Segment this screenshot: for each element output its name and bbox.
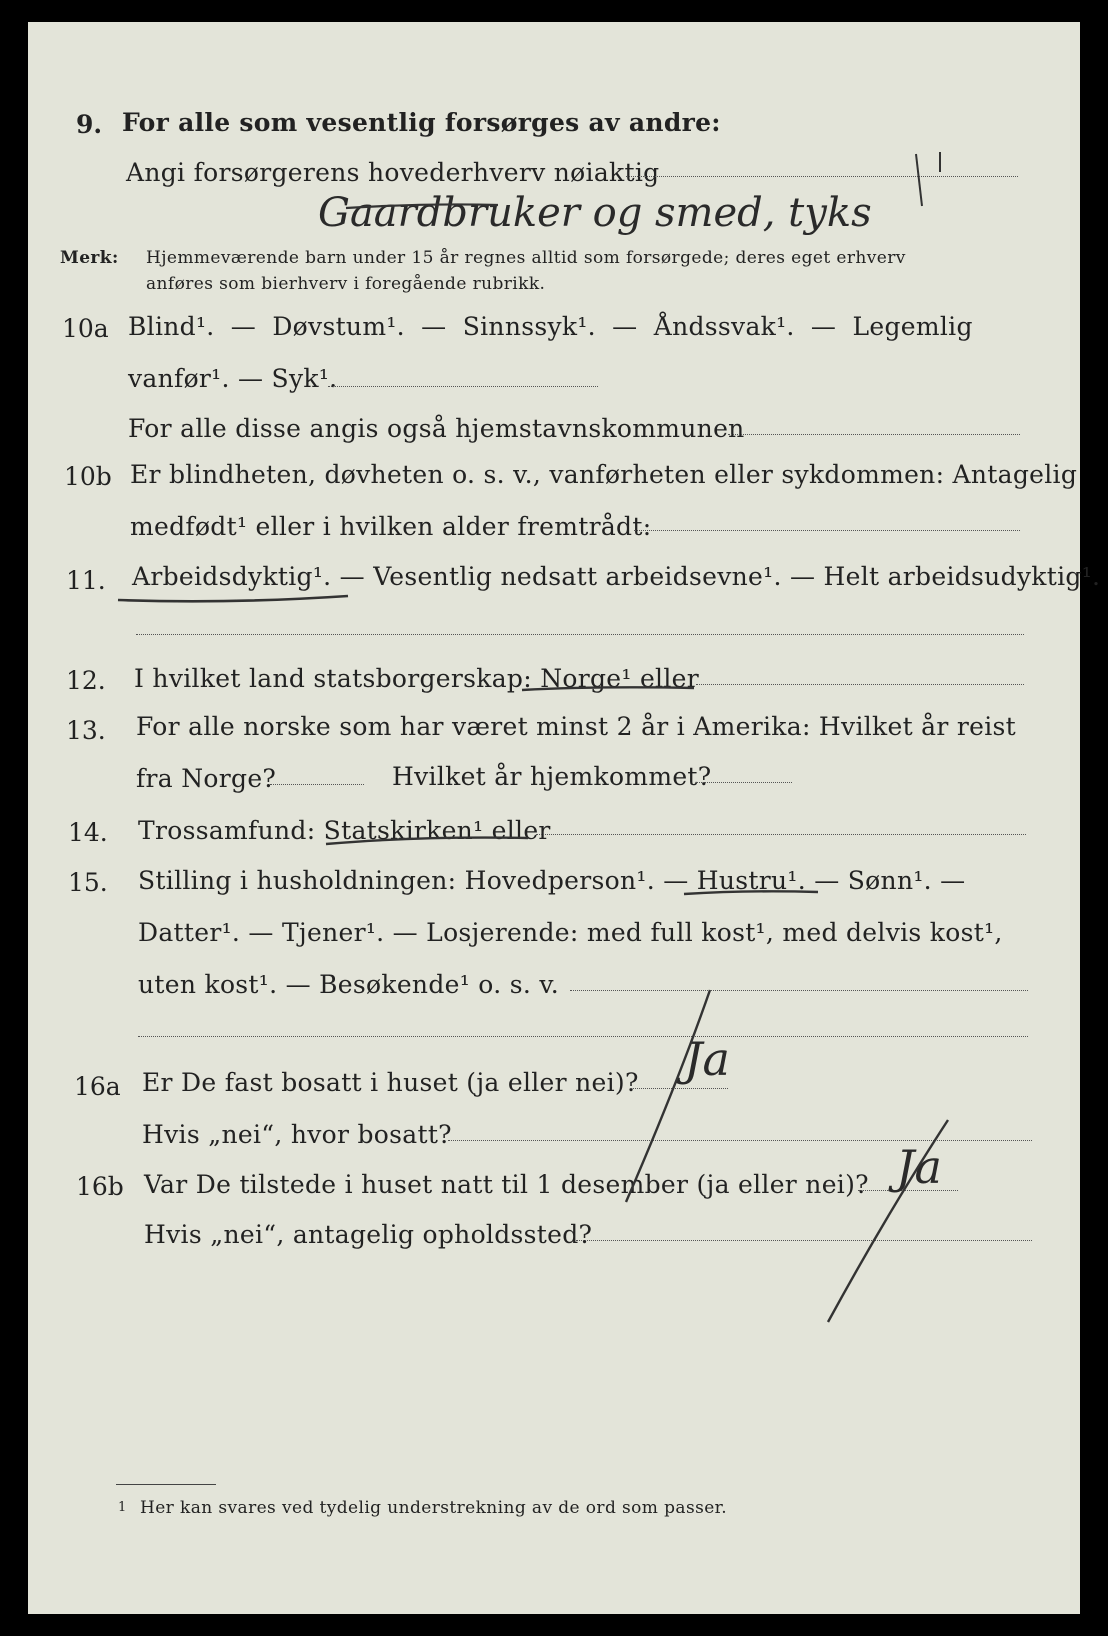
census-form-page [28, 22, 1101, 1614]
q13-line2a: fra Norge? [136, 764, 277, 793]
q15-number: 15. [68, 868, 108, 897]
q12-number: 12. [66, 666, 106, 695]
q11-line1: Arbeidsdyktig¹. — Vesentlig nedsatt arbeidsevne¹. — Helt arbeidsudyktig¹. [132, 562, 1101, 591]
q10a-number: 10a [62, 314, 109, 343]
slash-16a [626, 990, 710, 1202]
q15-line1: Stilling i husholdningen: Hovedperson¹. — Hustru¹. — Sønn¹. — [138, 866, 966, 895]
underline-hovederhverv [346, 204, 498, 208]
q10a-line1: Blind¹. — Døvstum¹. — Sinnssyk¹. — Åndssvak¹. — Legemlig [128, 312, 973, 341]
q16a-handwritten-answer: Ja [684, 1032, 730, 1086]
merk-label: Merk: [60, 248, 119, 268]
q10a-line3: For alle disse angis også hjemstavnskommunen [128, 414, 745, 443]
q9-number: 9. [76, 110, 103, 139]
q13-number: 13. [66, 716, 106, 745]
q10b-number: 10b [64, 462, 112, 491]
merk-line1: Hjemmeværende barn under 15 år regnes alltid som forsørgede; deres eget erhverv [146, 248, 906, 268]
q16a-number: 16a [74, 1072, 121, 1101]
underline-statskirken [326, 838, 528, 844]
q15-line3: uten kost¹. — Besøkende¹ o. s. v. [138, 970, 560, 999]
merk-line2: anføres som bierhverv i foregående rubrikk. [146, 274, 546, 294]
pen-strokes [28, 22, 1080, 1614]
q16b-number: 16b [76, 1172, 124, 1201]
footnote-text: Her kan svares ved tydelig understrekning av de ord som passer. [140, 1498, 728, 1518]
q15-line2: Datter¹. — Tjener¹. — Losjerende: med full kost¹, med delvis kost¹, [138, 918, 1003, 947]
q10a-line2: vanfør¹. — Syk¹. [128, 364, 338, 393]
q14-number: 14. [68, 818, 108, 847]
footnote-mark: 1 [118, 1500, 127, 1515]
q16b-handwritten-answer: Ja [896, 1140, 942, 1194]
q14-line1: Trossamfund: Statskirken¹ eller [138, 816, 551, 845]
underline-arbeidsdyktig [118, 596, 348, 601]
q9-handwritten-answer: Gaardbruker og smed, tyks [318, 190, 872, 236]
q11-number: 11. [66, 566, 106, 595]
underline-hustru [684, 891, 818, 894]
q9-title: For alle som vesentlig forsørges av andre: [122, 108, 721, 137]
q13-line2b: Hvilket år hjemkommet? [392, 762, 712, 791]
q10b-line2: medfødt¹ eller i hvilken alder fremtrådt: [130, 512, 652, 541]
q13-line1: For alle norske som har været minst 2 år i Amerika: Hvilket år reist [136, 712, 1017, 741]
q10b-line1: Er blindheten, døvheten o. s. v., vanførheten eller sykdommen: Antagelig [130, 460, 1078, 489]
q16b-line2: Hvis „nei“, antagelig opholdssted? [144, 1220, 593, 1249]
mark-9-right [916, 154, 922, 206]
q12-line1: I hvilket land statsborgerskap: Norge¹ eller [134, 664, 699, 693]
q16a-line1: Er De fast bosatt i huset (ja eller nei)? [142, 1068, 639, 1097]
underline-norge [522, 687, 694, 690]
q16a-line2: Hvis „nei“, hvor bosatt? [142, 1120, 452, 1149]
q16b-line1: Var De tilstede i huset natt til 1 desember (ja eller nei)? [144, 1170, 869, 1199]
slash-16b [828, 1120, 948, 1322]
q9-prompt: Angi forsørgerens hovederhverv nøiaktig [126, 158, 660, 187]
